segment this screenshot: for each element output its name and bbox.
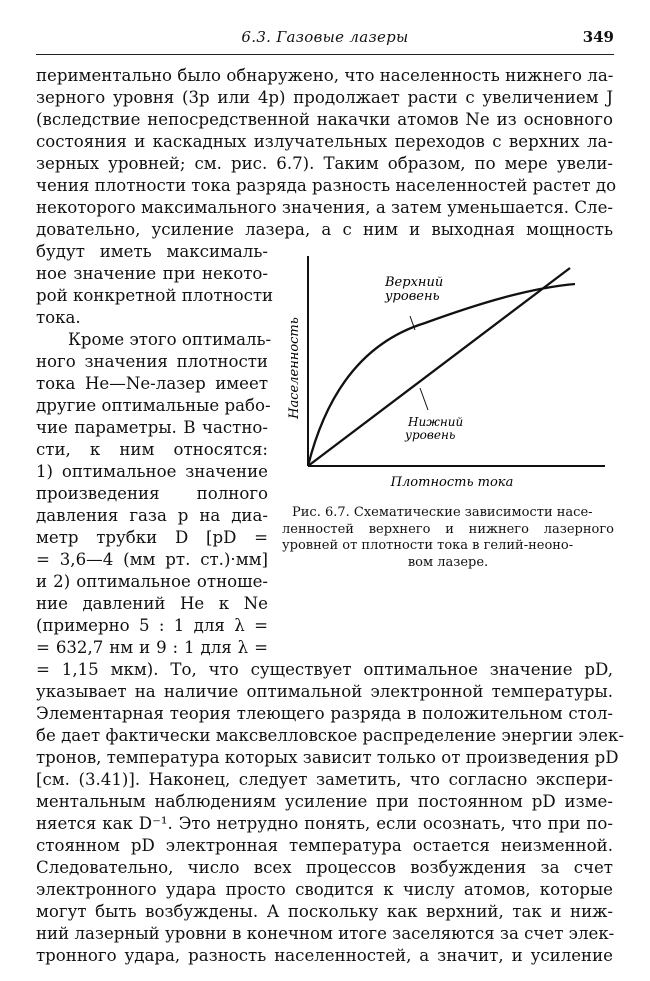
text-line: ний лазерный уровни в конечном итоге заселяются за счет элек- bbox=[36, 924, 615, 943]
text-line: зерных уровней; см. рис. 6.7). Таким образом, по мере увели- bbox=[36, 154, 613, 173]
y-axis-label: Населенность bbox=[287, 317, 302, 419]
figure-6-7 bbox=[280, 248, 615, 498]
text-line: будут иметь максималь- bbox=[36, 242, 268, 261]
header-rule bbox=[36, 54, 614, 55]
text-line: электронного удара просто сводится к числу атомов, которые bbox=[36, 880, 613, 899]
text-line: тронного удара, разность населенностей, а значит, и усиление bbox=[36, 946, 613, 965]
text-line: тока He—Ne-лазер имеет bbox=[36, 374, 268, 393]
text-line: состояния и каскадных излучательных переходов с верхних ла- bbox=[36, 132, 613, 151]
text-line: = 632,7 нм и 9 : 1 для λ = bbox=[36, 638, 268, 657]
text-line: метр трубки D [pD = bbox=[36, 528, 268, 547]
section-title: 6.3. Газовые лазеры bbox=[241, 28, 409, 46]
page-number: 349 bbox=[582, 28, 614, 46]
lower-level-label-2: уровень bbox=[405, 428, 456, 442]
text-line: ное значение при некото- bbox=[36, 264, 268, 283]
text-line: другие оптимальные рабо- bbox=[36, 396, 271, 415]
text-line: рой конкретной плотности bbox=[36, 286, 274, 305]
upper-level-label-2: уровень bbox=[385, 289, 440, 304]
text-line: Следовательно, число всех процессов возбуждения за счет bbox=[36, 858, 613, 877]
caption-line-3: вом лазере. bbox=[407, 554, 489, 570]
text-line: (примерно 5 : 1 для λ = bbox=[36, 616, 268, 635]
text-line: [см. (3.41)]. Наконец, следует заметить, что согласно экспери- bbox=[36, 770, 613, 789]
text-line: давления газа p на диа- bbox=[36, 506, 268, 525]
upper-level-label-1: Верхний bbox=[385, 275, 444, 290]
text-line: бе дает фактически максвелловское распределение энергии элек- bbox=[36, 726, 624, 745]
text-line: некоторого максимального значения, а затем уменьшается. Сле- bbox=[36, 198, 613, 217]
text-line: няется как D⁻¹. Это нетрудно понять, если осознать, что при по- bbox=[36, 814, 613, 833]
text-line: = 1,15 мкм). То, что существует оптимальное значение pD, bbox=[36, 660, 613, 679]
population-diagram bbox=[280, 248, 615, 498]
text-line: периментально было обнаружено, что населенность нижнего ла- bbox=[36, 66, 614, 85]
text-line: Элементарная теория тлеющего разряда в положительном стол- bbox=[36, 704, 613, 723]
text-line: Кроме этого оптималь- bbox=[68, 330, 272, 349]
lower-level-label-1: Нижний bbox=[408, 415, 464, 429]
caption-line-1: Рис. 6.7. Схематические зависимости насе- bbox=[292, 505, 593, 520]
page-header bbox=[36, 26, 614, 50]
text-line: стоянном pD электронная температура остается неизменной. bbox=[36, 836, 613, 855]
caption-line-2: ленностей верхнего и нижнего лазерного уровней от плотности тока в гелий-неоно- bbox=[282, 521, 614, 553]
text-line: (вследствие непосредственной накачки атомов Ne из основного bbox=[36, 110, 613, 129]
x-axis-label: Плотность тока bbox=[390, 475, 514, 490]
lower-label-pointer bbox=[420, 388, 428, 410]
text-line: тока. bbox=[36, 308, 81, 327]
text-line: ного значения плотности bbox=[36, 352, 268, 371]
text-line: произведения полного bbox=[36, 484, 268, 503]
text-line: = 3,6—4 (мм рт. ст.)·мм] bbox=[36, 550, 268, 569]
text-line: чения плотности тока разряда разность населенностей растет до bbox=[36, 176, 617, 195]
text-line: довательно, усиление лазера, а с ним и выходная мощность bbox=[36, 220, 613, 239]
text-line: могут быть возбуждены. А поскольку как верхний, так и ниж- bbox=[36, 902, 613, 921]
text-line: чие параметры. В частно- bbox=[36, 418, 268, 437]
text-line: зерного уровня (3p или 4p) продолжает расти с увеличением J bbox=[36, 88, 613, 107]
text-line: тронов, температура которых зависит только от произведения pD bbox=[36, 748, 619, 767]
text-line: 1) оптимальное значение bbox=[36, 462, 268, 481]
text-line: сти, к ним относятся: bbox=[36, 440, 268, 459]
text-line: ментальным наблюдениям усиление при постоянном pD изме- bbox=[36, 792, 613, 811]
text-line: и 2) оптимальное отноше- bbox=[36, 572, 268, 591]
text-line: указывает на наличие оптимальной электронной температуры. bbox=[36, 682, 613, 701]
text-line: ние давлений He к Ne bbox=[36, 594, 268, 613]
figure-caption bbox=[282, 505, 614, 571]
